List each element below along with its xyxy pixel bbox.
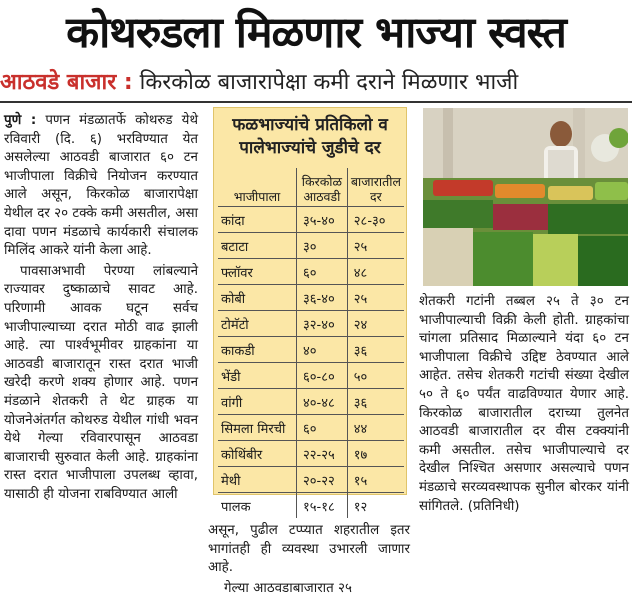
- table-row: [218, 233, 404, 259]
- subheadline: [0, 68, 632, 98]
- retail-price: ६०: [297, 259, 348, 285]
- weekly-market-price: १५: [347, 467, 404, 493]
- article-column-left: [4, 112, 198, 506]
- table-row: [218, 493, 404, 519]
- article-paragraph-1: [4, 112, 198, 261]
- article-column-right: [419, 293, 629, 518]
- weekly-market-price: ३६: [347, 337, 404, 363]
- weekly-market-price: ४४: [347, 415, 404, 441]
- article-paragraph-2: पावसाअभावी पेरण्या लांबल्याने राज्यावर दुष्काळाचे सावट आहे. परिणामी आवक घटून सर्वच भाजीपाल्याच्या दरात मोठी वाढ झाली आहे. त्या पार्श्वभूमीवर ग्राहकांना या आठवडी बाजारातून रास्त दरात भाजी खरेदी करणे शक्य होणार आहे. पणन मंडळाने शेतकरी ते थेट ग्राहक या योजनेअंतर्गत कोथरुड येथील गांधी भवन येथे गेल्या रविवारपासून आठवडा बाजाराची सुरुवात केली आहे. ग्राहकांना रास्त दरात भाजीपाला उपलब्ध व्हावा, यासाठी ही योजना राबविण्यात आली: [4, 263, 198, 502]
- vegetable-name: भेंडी: [218, 363, 297, 389]
- retail-price: ३६-४०: [297, 285, 348, 311]
- price-table-title: फळभाज्यांचे प्रतिकिलो व पालेभाज्यांचे जुडीचे दर: [232, 115, 388, 158]
- market-photo-illustration: [423, 108, 628, 286]
- retail-price: ६०-८०: [297, 363, 348, 389]
- weekly-market-price: १७: [347, 441, 404, 467]
- table-row: [218, 441, 404, 467]
- retail-price: २२-२५: [297, 441, 348, 467]
- weekly-market-price: २५: [347, 285, 404, 311]
- table-row: [218, 207, 404, 233]
- vegetable-name: फ्लॉवर: [218, 259, 297, 285]
- paragraph-1-text: पणन मंडळातर्फे कोथरुड येथे रविवारी (दि. ६) भरविण्यात येत असलेल्या आठवडी बाजारात ६० टन भाजीपाला विक्रीचे नियोजन करण्यात आले असून, किरकोळ बाजारापेक्षा येथील दर २० टक्के कमी असतील, असा दावा पणन मंडळाचे कार्यकारी संचालक मिलिंद आकरे यांनी केला आहे.: [4, 113, 198, 259]
- retail-price: ३०: [297, 233, 348, 259]
- price-table: [218, 168, 404, 518]
- table-row: [218, 311, 404, 337]
- weekly-market-price: १२: [347, 493, 404, 519]
- vegetable-market-photo: [423, 108, 628, 286]
- article-paragraph-right: शेतकरी गटांनी तब्बल २५ ते ३० टन भाजीपाल्याची विक्री केली होती. ग्राहकांचा चांगला प्रतिसाद मिळाल्याने यंदा ६० टन भाजीपाला विक्रीचे उद्दिष्ट ठेवण्यात आले आहेत. तसेच शेतकरी गटांची संख्या देखील ५० ते ६० पर्यंत वाढविण्यात येणार आहे. किरकोळ बाजारातील दराच्या तुलनेत आठवडी बाजारातील दर वीस टक्क्यांनी कमी असतील. तसेच भाजीपाल्याचे दर देखील निश्चित असणार असल्याचे पणन मंडळाचे सरव्यवस्थापक सुनील बोरकर यांनी सांगितले. (प्रतिनिधी): [419, 294, 629, 514]
- retail-price: २०-२२: [297, 467, 348, 493]
- table-row: [218, 363, 404, 389]
- subhead-kicker: आठवडे बाजार :: [0, 70, 133, 95]
- vegetable-name: कोबी: [218, 285, 297, 311]
- price-table-header-row: [218, 168, 404, 207]
- table-row: [218, 337, 404, 363]
- table-row: [218, 389, 404, 415]
- table-row: [218, 467, 404, 493]
- vegetable-name: टोमॅटो: [218, 311, 297, 337]
- column-header-retail-weekly: किरकोळ आठवडी: [297, 168, 348, 207]
- article-paragraph-middle-2: गेल्या आठवडाबाजारात २५: [224, 580, 352, 596]
- weekly-market-price: २४: [347, 311, 404, 337]
- vegetable-name: कांदा: [218, 207, 297, 233]
- price-table-box: [213, 107, 407, 515]
- vegetable-name: बटाटा: [218, 233, 297, 259]
- retail-price: ३५-४०: [297, 207, 348, 233]
- table-row: [218, 415, 404, 441]
- headline: कोथरुडला मिळणार भाज्या स्वस्त: [66, 8, 566, 58]
- table-row: [218, 259, 404, 285]
- weekly-market-price: ४८: [347, 259, 404, 285]
- article-paragraph-middle: असून, पुढील टप्प्यात शहरातील इतर भागांतही ही व्यवस्था उभारली जाणार आहे.: [208, 523, 410, 576]
- header-divider: [0, 101, 632, 103]
- column-header-vegetable: भाजीपाला: [218, 168, 297, 207]
- retail-price: ६०: [297, 415, 348, 441]
- retail-price: ४०-४८: [297, 389, 348, 415]
- dateline: पुणे :: [4, 113, 37, 128]
- retail-price: ४०: [297, 337, 348, 363]
- retail-price: १५-१८: [297, 493, 348, 519]
- article-column-middle: [208, 522, 410, 600]
- table-row: [218, 285, 404, 311]
- vegetable-name: कोथिंबीर: [218, 441, 297, 467]
- vegetable-name: वांगी: [218, 389, 297, 415]
- vegetable-name: मेथी: [218, 467, 297, 493]
- subhead-text: किरकोळ बाजारापेक्षा कमी दराने मिळणार भाजी: [139, 70, 519, 95]
- vegetable-name: सिमला मिरची: [218, 415, 297, 441]
- vegetable-name: काकडी: [218, 337, 297, 363]
- weekly-market-price: ३६: [347, 389, 404, 415]
- weekly-market-price: २८-३०: [347, 207, 404, 233]
- retail-price: ३२-४०: [297, 311, 348, 337]
- column-header-market-rate: बाजारातील दर: [350, 174, 401, 204]
- weekly-market-price: ५०: [347, 363, 404, 389]
- weekly-market-price: २५: [347, 233, 404, 259]
- vegetable-name: पालक: [218, 493, 297, 519]
